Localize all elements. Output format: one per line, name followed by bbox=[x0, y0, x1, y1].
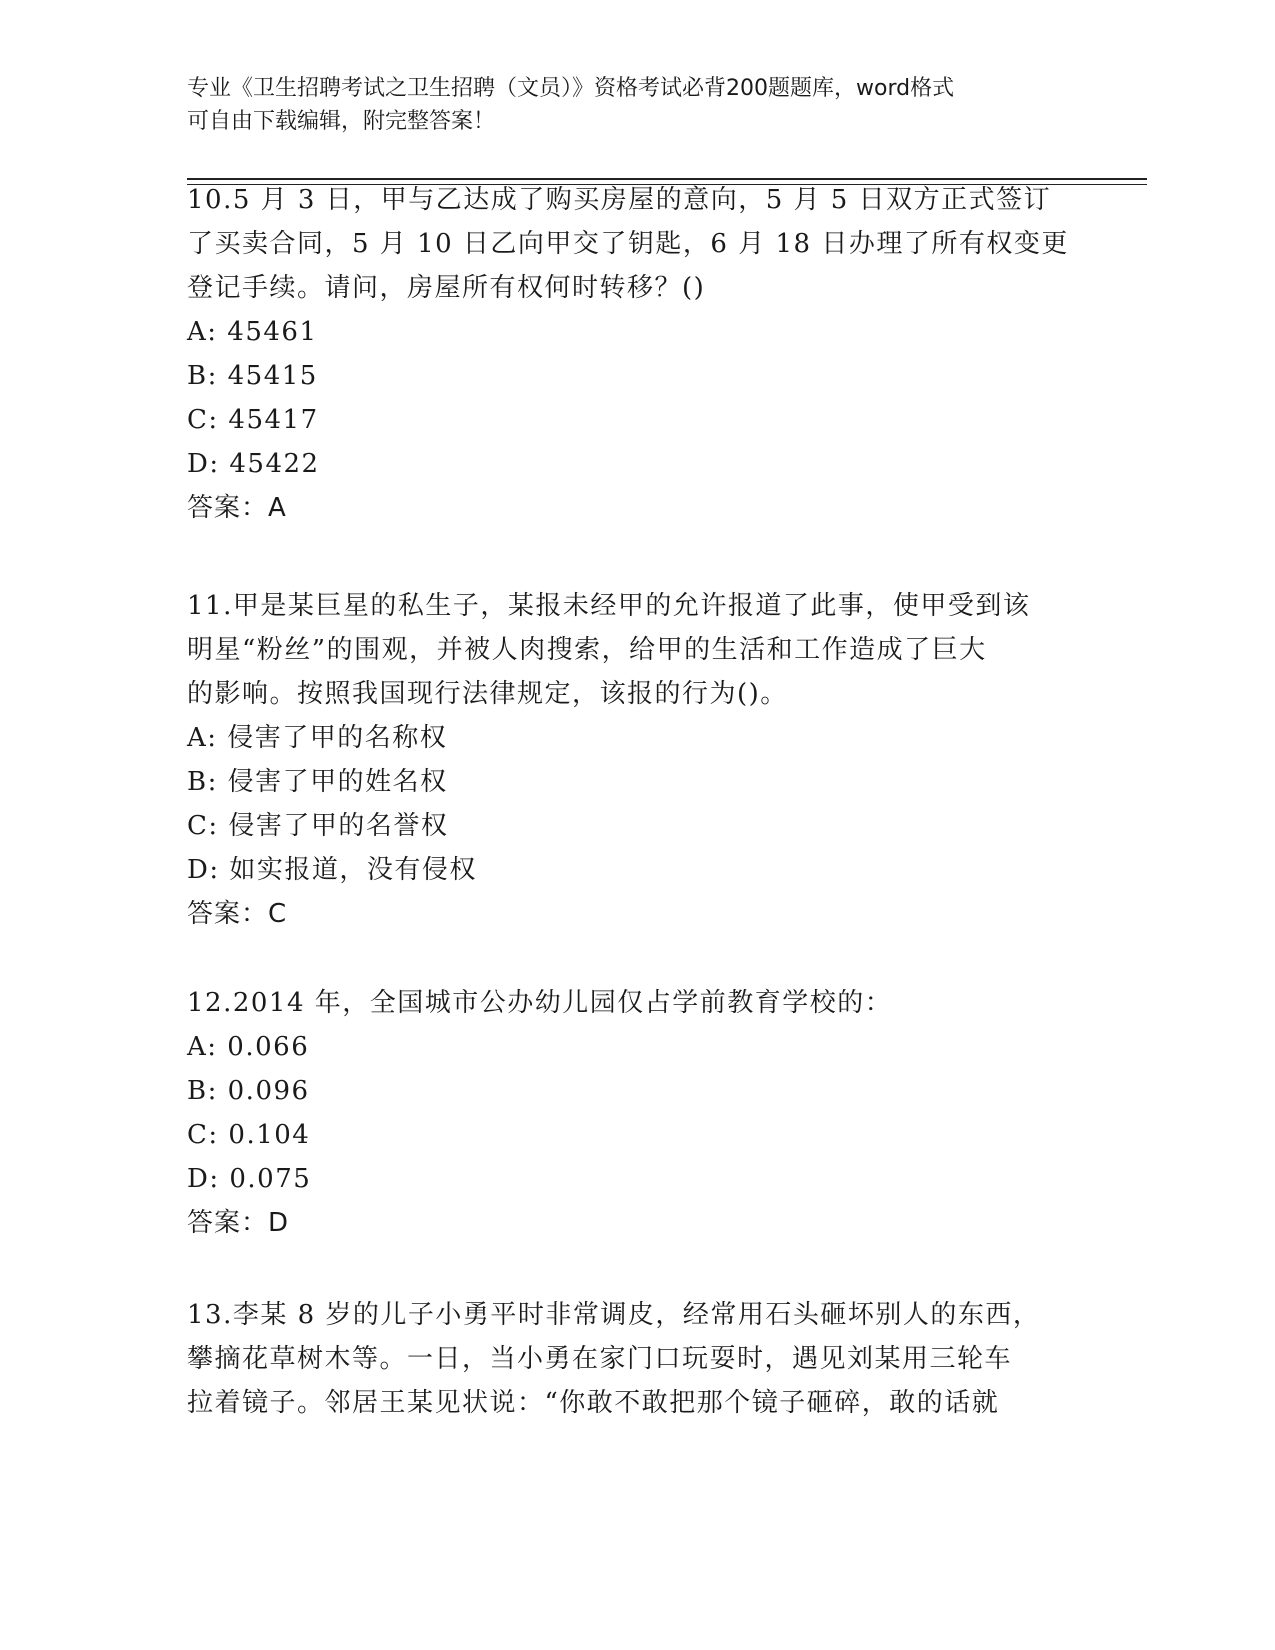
option-c: C: 45417 bbox=[187, 405, 319, 435]
answer-label: 答案：D bbox=[187, 1208, 290, 1238]
question-stem-line: 12.2014 年，全国城市公办幼儿园仅占学前教育学校的： bbox=[187, 988, 893, 1018]
option-a: A: 侵害了甲的名称权 bbox=[187, 723, 448, 753]
answer-label: 答案：C bbox=[187, 899, 288, 929]
document-header bbox=[187, 72, 1067, 138]
option-c: C: 侵害了甲的名誉权 bbox=[187, 811, 449, 841]
option-c: C: 0.104 bbox=[187, 1120, 311, 1150]
question-stem-line: 明星“粉丝”的围观，并被人肉搜索，给甲的生活和工作造成了巨大 bbox=[187, 635, 987, 665]
option-b: B: 侵害了甲的姓名权 bbox=[187, 767, 448, 797]
header-line-1: 专业《卫生招聘考试之卫生招聘（文员）》资格考试必背200题题库，word格式 bbox=[187, 76, 955, 101]
question-stem-line: 的影响。按照我国现行法律规定，该报的行为()。 bbox=[187, 679, 788, 709]
question-stem-line: 13.李某 8 岁的儿子小勇平时非常调皮，经常用石头砸坏别人的东西， bbox=[187, 1300, 1041, 1330]
header-line-2: 可自由下载编辑，附完整答案！ bbox=[187, 109, 496, 134]
question-stem-line: 拉着镜子。邻居王某见状说：“你敢不敢把那个镜子砸碎，敢的话就 bbox=[187, 1388, 1000, 1418]
question-stem-line: 攀摘花草树木等。一日，当小勇在家门口玩耍时，遇见刘某用三轮车 bbox=[187, 1344, 1013, 1374]
option-d: D: 如实报道，没有侵权 bbox=[187, 855, 477, 885]
option-a: A: 0.066 bbox=[187, 1032, 310, 1062]
option-b: B: 45415 bbox=[187, 361, 318, 391]
answer-label: 答案：A bbox=[187, 493, 287, 523]
question-stem-line: 10.5 月 3 日，甲与乙达成了购买房屋的意向，5 月 5 日双方正式签订 bbox=[187, 185, 1052, 215]
option-a: A: 45461 bbox=[187, 317, 318, 347]
header-rule-thick bbox=[187, 178, 1147, 180]
option-b: B: 0.096 bbox=[187, 1076, 310, 1106]
option-d: D: 0.075 bbox=[187, 1164, 312, 1194]
question-stem-line: 11.甲是某巨星的私生子，某报未经甲的允许报道了此事，使甲受到该 bbox=[187, 591, 1031, 621]
option-d: D: 45422 bbox=[187, 449, 320, 479]
question-stem-line: 了买卖合同，5 月 10 日乙向甲交了钥匙，6 月 18 日办理了所有权变更 bbox=[187, 229, 1069, 259]
question-stem-line: 登记手续。请问，房屋所有权何时转移？() bbox=[187, 273, 706, 303]
